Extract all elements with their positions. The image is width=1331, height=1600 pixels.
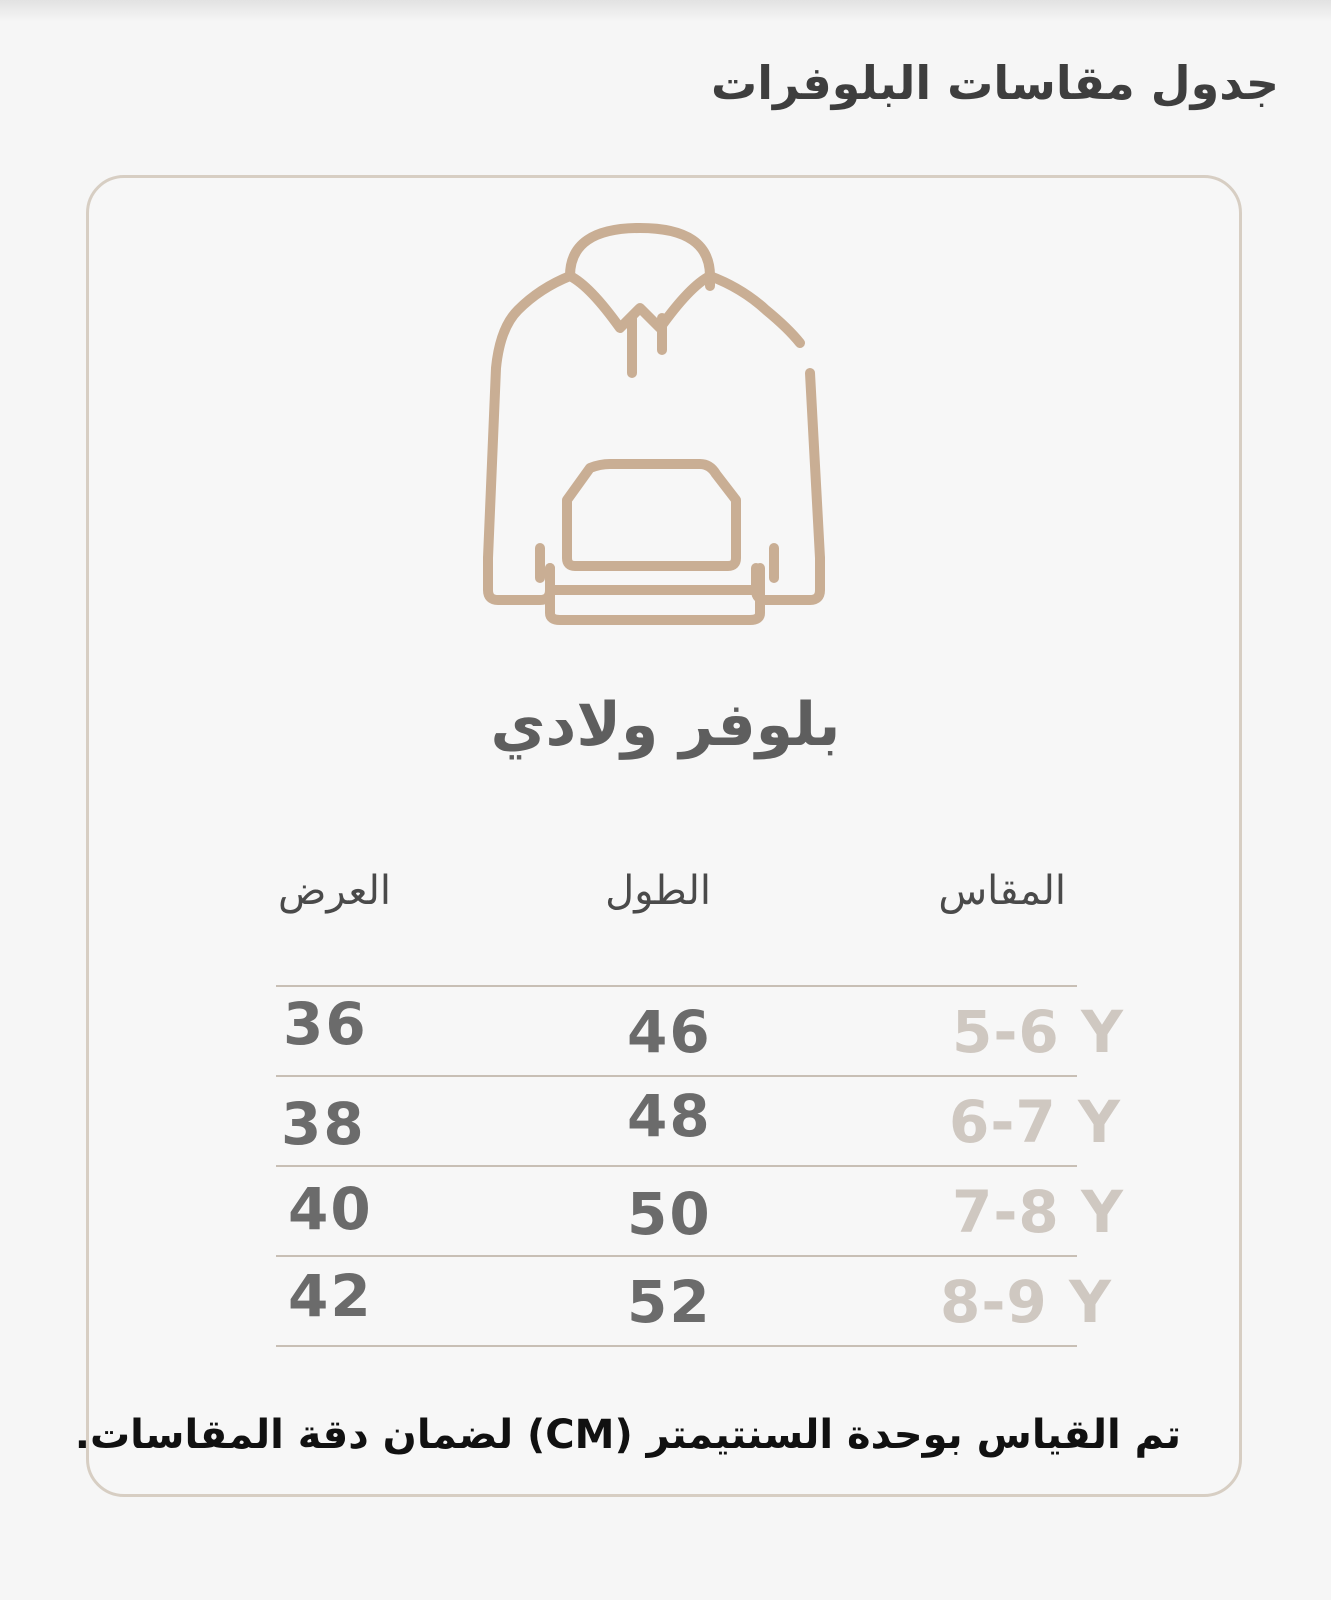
table-divider (276, 985, 1077, 987)
length-column-header: الطول (605, 868, 711, 914)
length-value: 52 (627, 1268, 712, 1336)
width-value: 42 (288, 1262, 373, 1330)
length-value: 50 (627, 1180, 712, 1248)
width-column-header: العرض (277, 868, 391, 914)
top-shadow (0, 0, 1331, 22)
hoodie-icon (470, 218, 860, 638)
width-value: 38 (281, 1090, 366, 1158)
length-value: 46 (627, 998, 712, 1066)
table-divider (276, 1165, 1077, 1167)
size-column-header: المقاس (938, 868, 1066, 914)
width-value: 36 (283, 990, 368, 1058)
size-value: 7-8 Y (952, 1178, 1124, 1246)
measurement-note: تم القياس بوحدة السنتيمتر (CM) لضمان دقة المقاسات. (74, 1412, 1181, 1458)
size-value: 5-6 Y (952, 998, 1124, 1066)
width-value: 40 (288, 1175, 373, 1243)
table-divider (276, 1255, 1077, 1257)
product-name: بلوفر ولادي (490, 690, 841, 760)
table-divider (276, 1075, 1077, 1077)
size-value: 8-9 Y (940, 1268, 1112, 1336)
table-divider (276, 1345, 1077, 1347)
length-value: 48 (627, 1082, 712, 1150)
size-value: 6-7 Y (949, 1088, 1121, 1156)
page-title: جدول مقاسات البلوفرات (710, 56, 1279, 110)
